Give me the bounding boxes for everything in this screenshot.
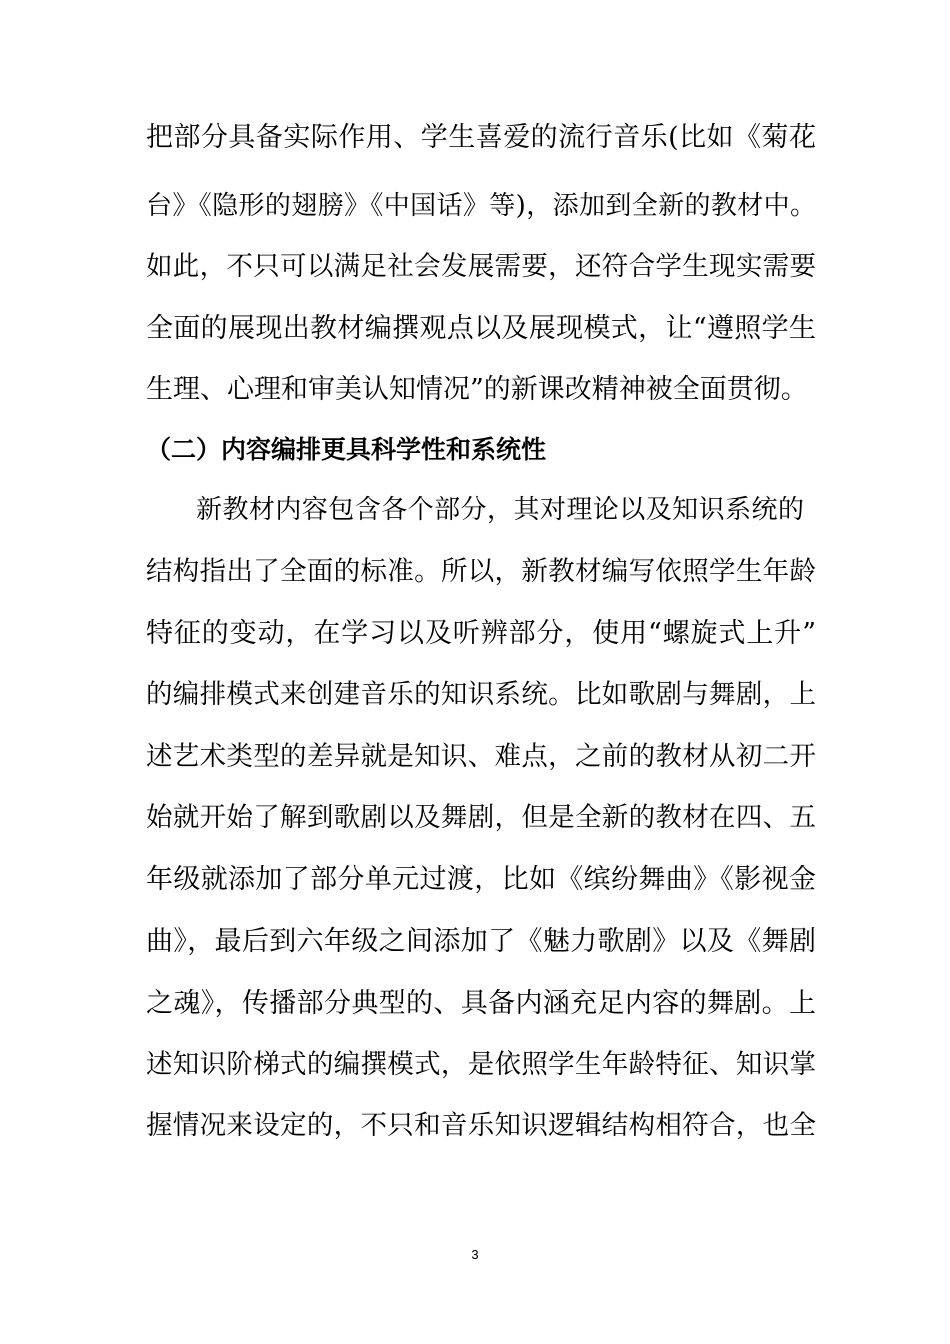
paragraph-2-line-3: 特征的变动，在学习以及听辨部分，使用“螺旋式上升” [146, 618, 816, 649]
paragraph-2-line-1: 新教材内容包含各个部分，其对理论以及知识系统的 [196, 495, 804, 525]
page-number: 3 [471, 1247, 479, 1262]
paragraph-2-line-11: 握情况来设定的，不只和音乐知识逻辑结构相符合，也全 [146, 1110, 816, 1141]
section-heading: （二）内容编排更具科学性和系统性 [146, 435, 547, 464]
paragraph-1-line-4: 全面的展现出教材编撰观点以及展现模式，让“遵照学生 [146, 313, 816, 344]
paragraph-2-line-6: 始就开始了解到歌剧以及舞剧，但是全新的教材在四、五 [146, 802, 816, 833]
paragraph-1-line-2: 台》《隐形的翅膀》《中国话》等)，添加到全新的教材中。 [146, 191, 816, 221]
paragraph-2-line-7: 年级就添加了部分单元过渡，比如《缤纷舞曲》《影视金 [146, 864, 816, 895]
paragraph-2-line-8: 曲》，最后到六年级之间添加了《魅力歌剧》以及《舞剧 [146, 926, 816, 957]
paragraph-1-line-1: 把部分具备实际作用、学生喜爱的流行音乐(比如《菊花 [146, 122, 816, 153]
paragraph-1-line-5: 生理、心理和审美认知情况”的新课改精神被全面贯彻。 [146, 374, 808, 405]
paragraph-2-line-4: 的编排模式来创建音乐的知识系统。比如歌剧与舞剧，上 [146, 679, 816, 710]
paragraph-2-line-2: 结构指出了全面的标准。所以，新教材编写依照学生年龄 [146, 556, 816, 587]
paragraph-2-line-9: 之魂》，传播部分典型的、具备内涵充足内容的舞剧。上 [146, 988, 816, 1019]
paragraph-2-line-5: 述艺术类型的差异就是知识、难点，之前的教材从初二开 [146, 741, 816, 772]
paragraph-2-line-10: 述知识阶梯式的编撰模式，是依照学生年龄特征、知识掌 [146, 1049, 816, 1080]
paragraph-1-line-3: 如此，不只可以满足社会发展需要，还符合学生现实需要 [146, 251, 816, 282]
